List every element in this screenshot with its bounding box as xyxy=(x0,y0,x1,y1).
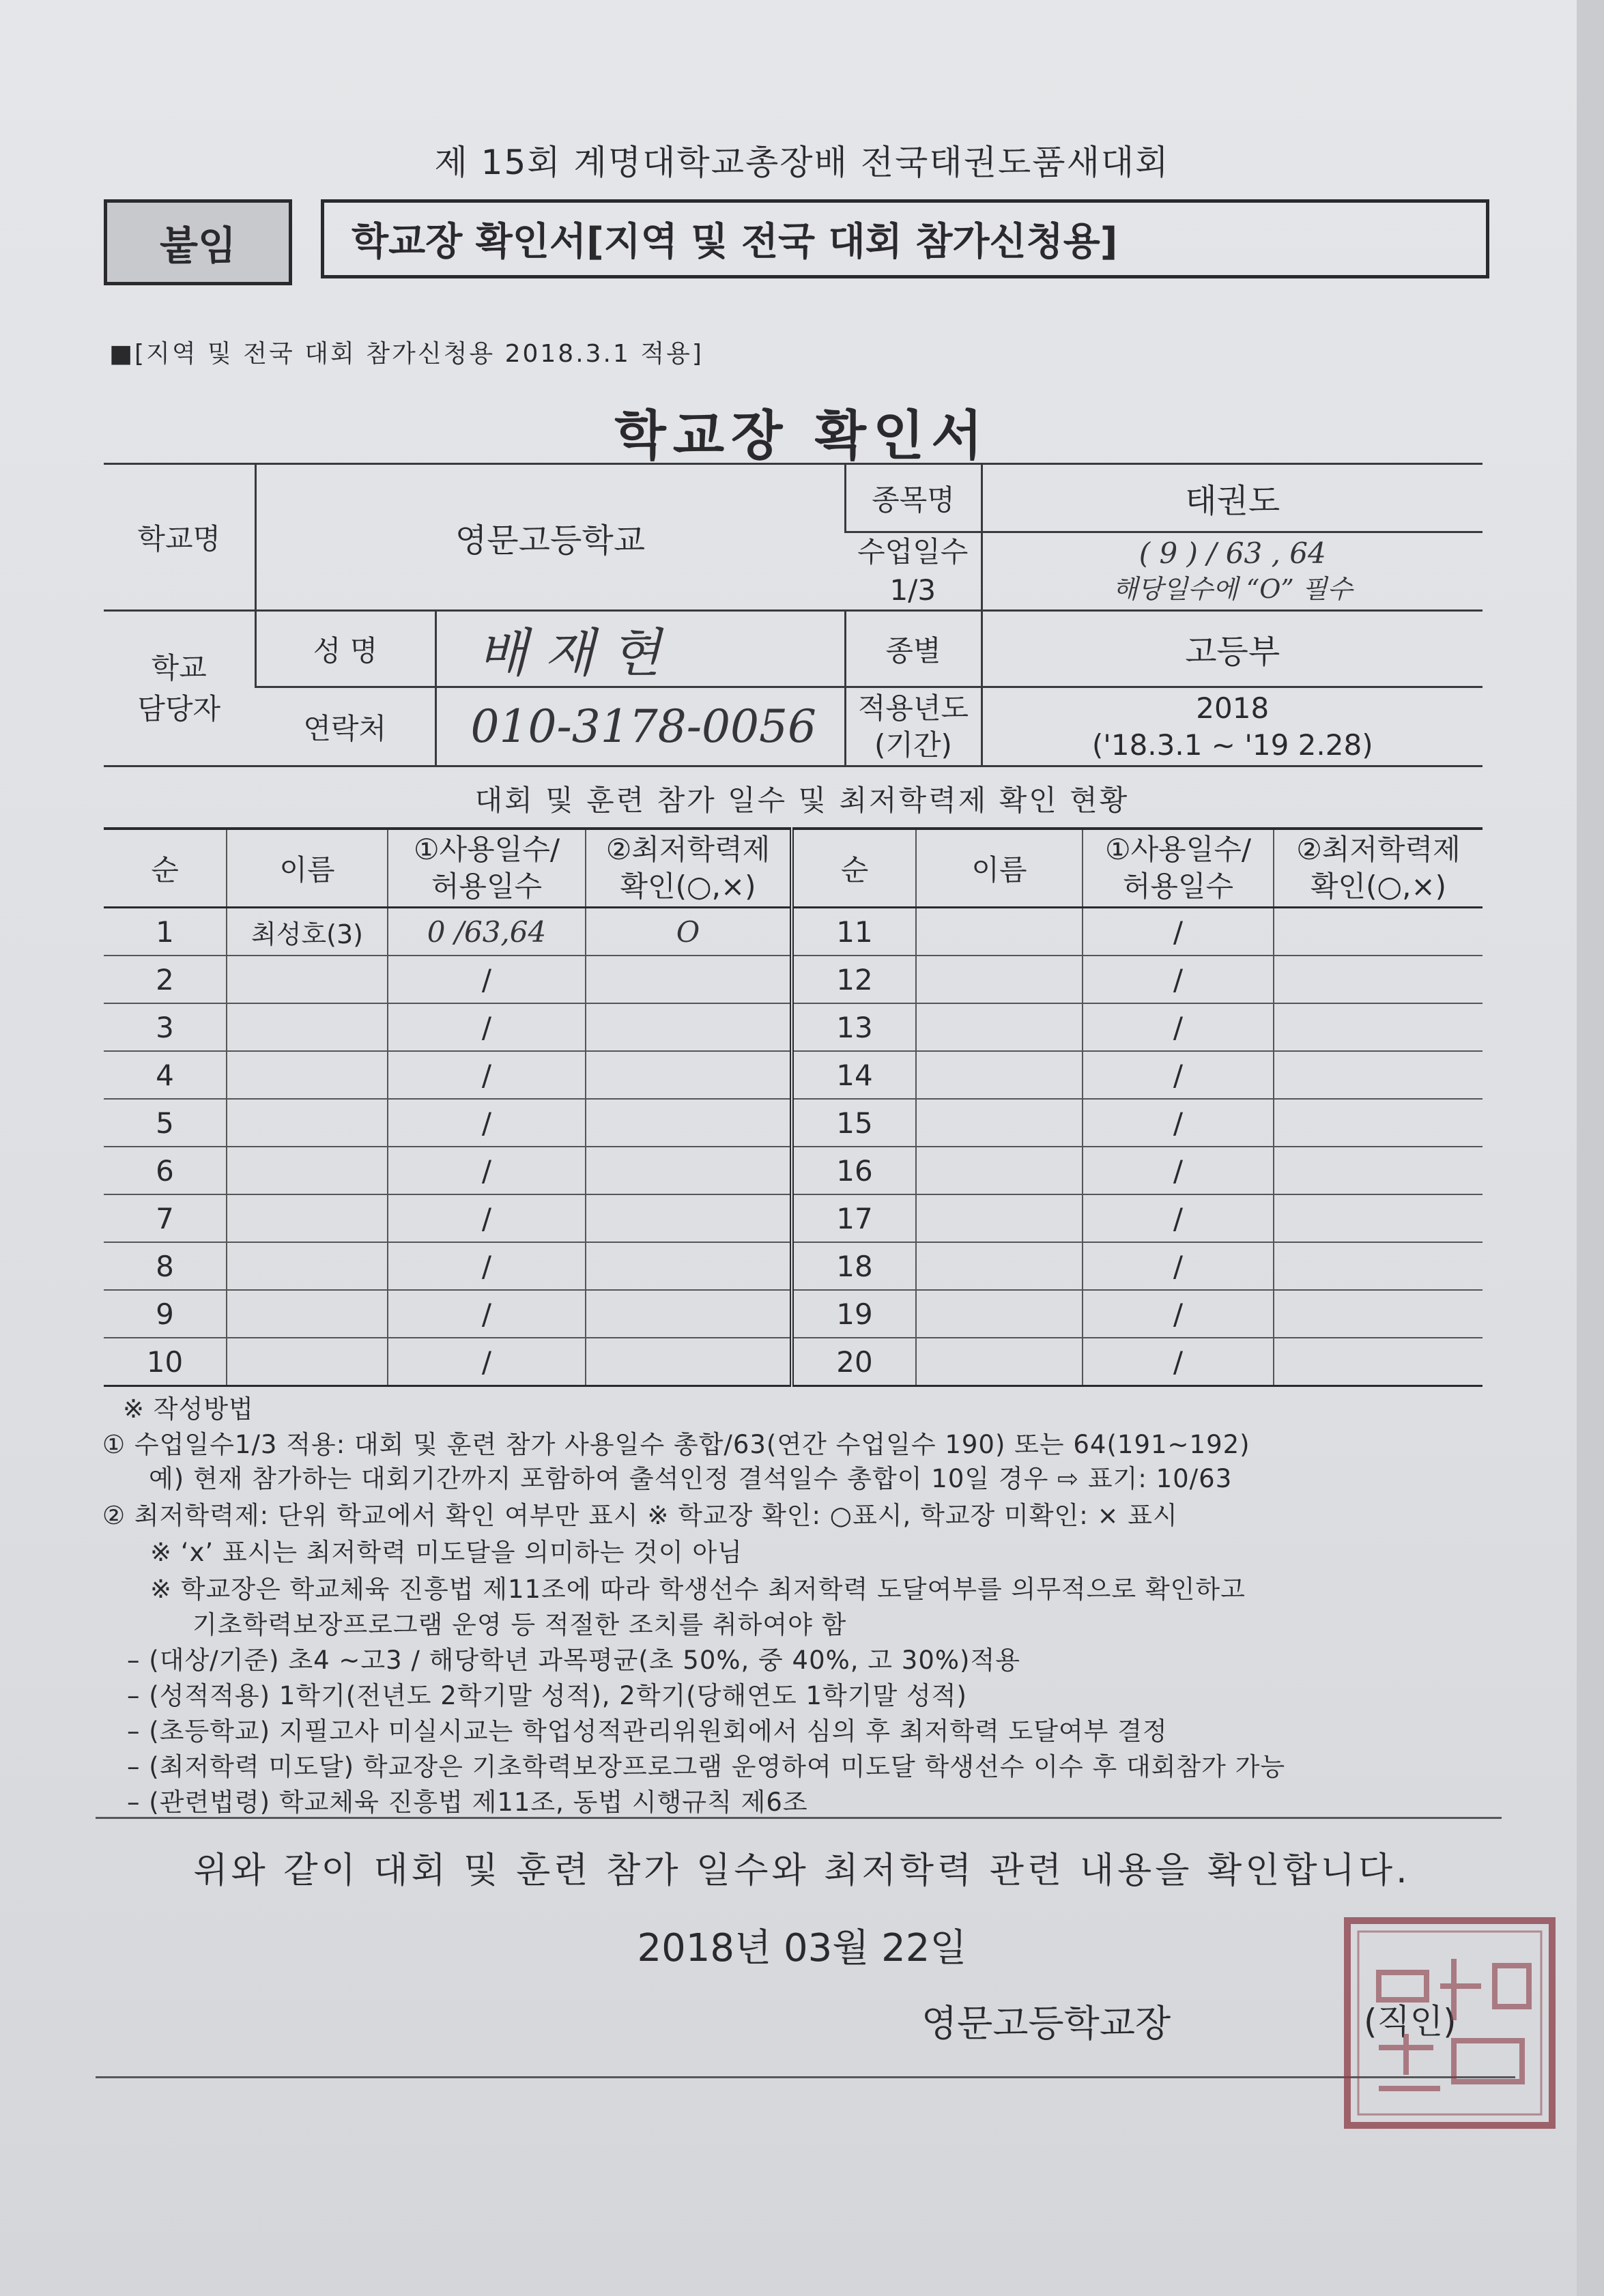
class-days-fraction: ( 9 ) / 63 , 64 xyxy=(1138,536,1326,570)
participation-table xyxy=(104,827,1483,1387)
row-name xyxy=(227,1051,388,1099)
row-min-right xyxy=(1274,956,1483,1003)
year-value xyxy=(982,687,1483,766)
row-name xyxy=(227,1290,388,1338)
row-no-right: 11 xyxy=(792,908,916,956)
class-days-instruction: 해당일수에 “O” 필수 xyxy=(1113,574,1353,604)
row-days-right: / xyxy=(1083,908,1274,956)
row-name xyxy=(227,956,388,1003)
row-no: 8 xyxy=(104,1242,227,1290)
year-label-line1: 적용년도 xyxy=(857,691,969,725)
row-days: / xyxy=(388,1003,586,1051)
row-no: 4 xyxy=(104,1051,227,1099)
competition-header: 제 15회 계명대학교총장배 전국태권도품새대회 xyxy=(434,143,1170,182)
col-min xyxy=(586,829,792,908)
row-name-right xyxy=(916,1242,1083,1290)
year-value-line1: 2018 xyxy=(1196,691,1270,725)
info-table xyxy=(104,463,1483,767)
class-days-label xyxy=(845,532,982,611)
row-days: / xyxy=(388,1242,586,1290)
col-min-right-line1: ②최저학력제 xyxy=(1296,833,1461,866)
row-min xyxy=(586,1338,792,1386)
note-item: – (성적적용) 1학기(전년도 2학기말 성적), 2학기(당해연도 1학기말 성적) xyxy=(127,1681,967,1710)
note-item: 기초학력보장프로그램 운영 등 적절한 조치를 취하여야 함 xyxy=(192,1610,847,1639)
row-days-right: / xyxy=(1083,1242,1274,1290)
note-item: 예) 현재 참가하는 대회기간까지 포함하여 출석인정 결석일수 총합이 10일 경우 ⇨ 표기: 10/63 xyxy=(149,1464,1233,1493)
row-no-right: 14 xyxy=(792,1051,916,1099)
document-title: 학교장 확인서 xyxy=(614,405,990,467)
school-label: 학교명 xyxy=(104,464,255,611)
table-row xyxy=(104,956,1483,1003)
row-min xyxy=(586,1099,792,1147)
row-min-right xyxy=(1274,1194,1483,1242)
note-item: – (초등학교) 지필고사 미실시교는 학업성적관리위원회에서 심의 후 최저학력 도달여부 결정 xyxy=(127,1717,1168,1746)
year-label-line2: (기간) xyxy=(874,728,952,762)
row-days-right: / xyxy=(1083,1194,1274,1242)
row-days: 0 /63,64 xyxy=(388,908,586,956)
row-min-right xyxy=(1274,1051,1483,1099)
table-row xyxy=(104,1338,1483,1386)
row-days-right: / xyxy=(1083,956,1274,1003)
row-no: 1 xyxy=(104,908,227,956)
col-days-right-line2: 허용일수 xyxy=(1122,870,1234,903)
row-name xyxy=(227,1338,388,1386)
notes-heading: ※ 작성방법 xyxy=(123,1394,254,1424)
division-label: 종별 xyxy=(845,611,982,687)
phone-value: 010-3178-0056 xyxy=(435,687,845,766)
row-min-right xyxy=(1274,1338,1483,1386)
row-min xyxy=(586,1194,792,1242)
row-days: / xyxy=(388,1290,586,1338)
note-item: – (대상/기준) 초4 ~고3 / 해당학년 과목평균(초 50%, 중 40%, 고 30%)적용 xyxy=(127,1646,1020,1675)
row-name xyxy=(227,1147,388,1194)
row-days-right: / xyxy=(1083,1147,1274,1194)
col-days-right xyxy=(1083,829,1274,908)
year-label xyxy=(845,687,982,766)
issue-date: 2018년 03월 22일 xyxy=(637,1926,967,1970)
contact-label-line2: 담당자 xyxy=(137,691,221,726)
phone-label: 연락처 xyxy=(255,687,435,766)
event-label: 종목명 xyxy=(845,464,982,532)
table-row xyxy=(104,1242,1483,1290)
col-days xyxy=(388,829,586,908)
confirm-statement: 위와 같이 대회 및 훈련 참가 일수와 최저학력 관련 내용을 확인합니다. xyxy=(193,1850,1411,1891)
table-row xyxy=(104,1051,1483,1099)
name-value: 배 재 현 xyxy=(435,611,845,687)
row-name xyxy=(227,1003,388,1051)
note-item: – (관련법령) 학교체육 진흥법 제11조, 동법 시행규칙 제6조 xyxy=(127,1788,808,1817)
note-item: ② 최저학력제: 단위 학교에서 확인 여부만 표시 ※ 학교장 확인: ○표시, 학교장 미확인: × 표시 xyxy=(102,1501,1178,1530)
row-days-right: / xyxy=(1083,1338,1274,1386)
row-no: 7 xyxy=(104,1194,227,1242)
row-name-right xyxy=(916,1003,1083,1051)
row-min-right xyxy=(1274,1242,1483,1290)
name-label: 성 명 xyxy=(255,611,435,687)
row-name xyxy=(227,1099,388,1147)
row-min xyxy=(586,1147,792,1194)
bottom-divider-line xyxy=(96,2076,1515,2078)
row-min xyxy=(586,1242,792,1290)
row-no-right: 19 xyxy=(792,1290,916,1338)
row-days-right: / xyxy=(1083,1290,1274,1338)
col-min-right xyxy=(1274,829,1483,908)
row-name xyxy=(227,1194,388,1242)
divider-line xyxy=(96,1817,1502,1819)
table-row xyxy=(104,1194,1483,1242)
col-days-line2: 허용일수 xyxy=(431,870,543,903)
col-days-line1: ①사용일수/ xyxy=(413,833,560,866)
contact-label-line1: 학교 xyxy=(151,650,207,685)
official-seal-stamp xyxy=(1338,1911,1563,2136)
row-name-right xyxy=(916,1290,1083,1338)
row-no-right: 15 xyxy=(792,1099,916,1147)
table-row xyxy=(104,1099,1483,1147)
row-no-right: 17 xyxy=(792,1194,916,1242)
row-days: / xyxy=(388,1194,586,1242)
row-days: / xyxy=(388,1051,586,1099)
row-no: 3 xyxy=(104,1003,227,1051)
attachment-label: 붙임 xyxy=(104,199,292,285)
row-min-right xyxy=(1274,1003,1483,1051)
row-days-right: / xyxy=(1083,1003,1274,1051)
table-row xyxy=(104,1147,1483,1194)
contact-label xyxy=(104,611,255,766)
row-name: 최성호(3) xyxy=(227,908,388,956)
row-no: 9 xyxy=(104,1290,227,1338)
col-days-right-line1: ①사용일수/ xyxy=(1104,833,1252,866)
row-min: O xyxy=(586,908,792,956)
class-days-label-line2: 1/3 xyxy=(889,573,936,607)
row-no-right: 13 xyxy=(792,1003,916,1051)
col-min-line2: 확인(○,×) xyxy=(620,870,756,903)
class-days-value xyxy=(982,532,1483,611)
col-no: 순 xyxy=(104,829,227,908)
division-value: 고등부 xyxy=(982,611,1483,687)
row-days: / xyxy=(388,1147,586,1194)
class-days-label-line1: 수업일수 xyxy=(857,535,969,569)
row-days: / xyxy=(388,1338,586,1386)
row-days: / xyxy=(388,1099,586,1147)
school-value: 영문고등학교 xyxy=(255,464,845,611)
col-no-right: 순 xyxy=(792,829,916,908)
table-row xyxy=(104,908,1483,956)
form-title: 학교장 확인서[지역 및 전국 대회 참가신청용] xyxy=(321,199,1489,278)
row-name-right xyxy=(916,1099,1083,1147)
row-min-right xyxy=(1274,1147,1483,1194)
row-name xyxy=(227,1242,388,1290)
section-title: 대회 및 훈련 참가 일수 및 최저학력제 확인 현황 xyxy=(474,784,1130,817)
table-row xyxy=(104,1290,1483,1338)
row-min-right xyxy=(1274,1099,1483,1147)
row-min-right xyxy=(1274,908,1483,956)
note-item: ① 수업일수1/3 적용: 대회 및 훈련 참가 사용일수 총합/63(연간 수업일수 190) 또는 64(191~192) xyxy=(102,1430,1250,1459)
row-name-right xyxy=(916,1147,1083,1194)
row-min-right xyxy=(1274,1290,1483,1338)
row-min xyxy=(586,1290,792,1338)
row-no: 5 xyxy=(104,1099,227,1147)
row-min xyxy=(586,1003,792,1051)
col-min-right-line2: 확인(○,×) xyxy=(1310,870,1447,903)
event-value: 태권도 xyxy=(982,464,1483,532)
row-name-right xyxy=(916,1338,1083,1386)
note-item: ※ ‘x’ 표시는 최저학력 미도달을 의미하는 것이 아님 xyxy=(150,1538,743,1567)
year-value-line2: ('18.3.1 ~ '19 2.28) xyxy=(1091,728,1373,762)
row-name-right xyxy=(916,956,1083,1003)
apply-note: ■[지역 및 전국 대회 참가신청용 2018.3.1 적용] xyxy=(109,340,704,368)
principal-name: 영문고등학교장 xyxy=(921,2002,1171,2045)
col-name: 이름 xyxy=(227,829,388,908)
row-no-right: 12 xyxy=(792,956,916,1003)
row-min xyxy=(586,1051,792,1099)
col-min-line1: ②최저학력제 xyxy=(605,833,771,866)
row-no: 10 xyxy=(104,1338,227,1386)
row-name-right xyxy=(916,1194,1083,1242)
row-days: / xyxy=(388,956,586,1003)
table-row xyxy=(104,1003,1483,1051)
row-no-right: 20 xyxy=(792,1338,916,1386)
note-item: ※ 학교장은 학교체육 진흥법 제11조에 따라 학생선수 최저학력 도달여부를 의무적으로 확인하고 xyxy=(150,1575,1246,1604)
row-no-right: 18 xyxy=(792,1242,916,1290)
row-no: 6 xyxy=(104,1147,227,1194)
row-name-right xyxy=(916,908,1083,956)
note-item: – (최저학력 미도달) 학교장은 기초학력보장프로그램 운영하여 미도달 학생선수 이수 후 대회참가 가능 xyxy=(127,1752,1286,1781)
row-name-right xyxy=(916,1051,1083,1099)
seal-label: (직인) xyxy=(1364,2002,1457,2041)
row-days-right: / xyxy=(1083,1099,1274,1147)
col-name-right: 이름 xyxy=(916,829,1083,908)
row-no-right: 16 xyxy=(792,1147,916,1194)
row-days-right: / xyxy=(1083,1051,1274,1099)
row-min xyxy=(586,956,792,1003)
row-no: 2 xyxy=(104,956,227,1003)
